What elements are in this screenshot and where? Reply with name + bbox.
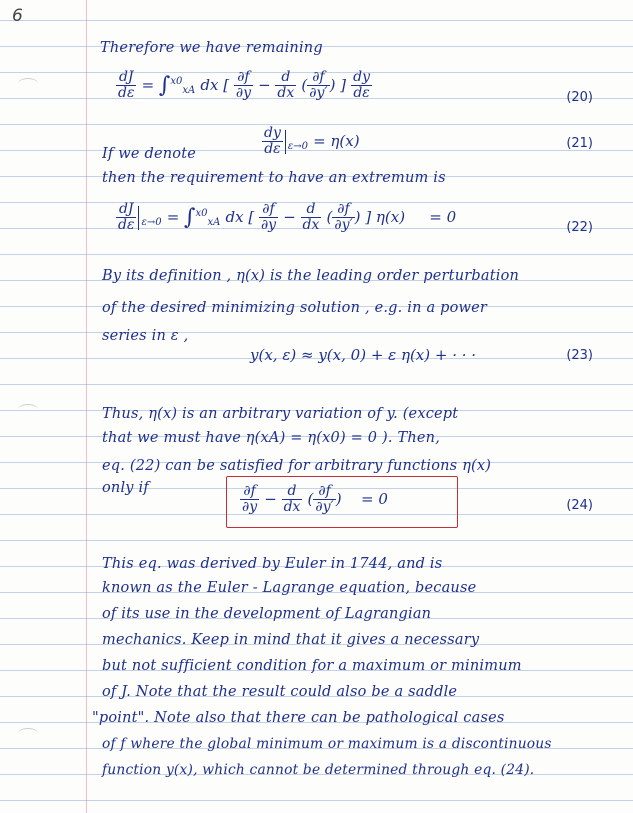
eq22-eval: ε→0 — [141, 217, 162, 228]
equation-24: $\frac{\partial f}{\partial y}$ − $\frac{d}{dx}$ ( $\frac{\partial f}{\partial y'}$ ) = 0 — [242, 483, 388, 515]
text-line: known as the Euler - Lagrange equation, because — [102, 580, 477, 596]
text-line: but not sufficient condition for a maximum or minimum — [102, 658, 522, 674]
text-line: eq. (22) can be satisfied for arbitrary functions η(x) — [102, 458, 492, 474]
punch-hole — [18, 78, 38, 89]
text-line: mechanics. Keep in mind that it gives a necessary — [102, 632, 480, 648]
text-line: series in ε , — [102, 328, 189, 344]
text-line: Thus, η(x) is an arbitrary variation of y. (except — [102, 406, 459, 422]
eq21-lhs-den: dε — [264, 141, 281, 157]
eq21-label: (21) — [566, 136, 593, 151]
margin-line — [86, 0, 87, 813]
eq20-lhs-num: dJ — [116, 70, 136, 86]
eq20-lhs-den: dε — [118, 85, 135, 101]
eq22-label: (22) — [566, 220, 593, 235]
eq22-rhs: = 0 — [429, 208, 457, 226]
text-line: Therefore we have remaining — [100, 40, 323, 56]
eq21-lhs-num: dy — [264, 125, 281, 141]
text-line: of the desired minimizing solution , e.g. in a power — [102, 300, 488, 316]
eq22-lhs-den: dε — [118, 217, 135, 233]
text-line: If we denote — [102, 146, 197, 162]
punch-hole — [18, 728, 38, 739]
eq21-rhs: η(x) — [330, 132, 360, 150]
eq24-rhs: = 0 — [360, 490, 388, 508]
equation-21: $\frac{dy}{d\varepsilon}$ $_{\varepsilon\to 0}$ = η(x) — [264, 125, 360, 157]
eq20-int-upper: x0 — [170, 76, 183, 87]
text-line: of its use in the development of Lagrangian — [102, 606, 432, 622]
eq21-eval: ε→0 — [287, 141, 308, 152]
page-number: 6 — [12, 6, 23, 26]
text-line: of J. Note that the result could also be a saddle — [102, 684, 458, 700]
eq22-int-upper: x0 — [195, 208, 208, 219]
equation-23: y(x, ε) ≈ y(x, 0) + ε η(x) + · · · — [250, 346, 477, 364]
equation-20: $\frac{dJ}{d\varepsilon}$ = ∫$^{x0}_{xA}$ dx [ $\frac{\partial f}{\partial y}$ − $\frac{d}{dx}$ ( $\frac{\partial f}{\partial y'}$ ) ] $\frac{dy}{d\varepsilon}$ — [118, 69, 371, 101]
eq20-label: (20) — [566, 90, 593, 105]
text-line: This eq. was derived by Euler in 1744, and is — [102, 556, 443, 572]
text-line: of f where the global minimum or maximum is a discontinuous — [102, 736, 552, 752]
eq22-lhs-num: dJ — [116, 202, 136, 218]
punch-hole — [18, 404, 38, 415]
text-line: that we must have η(xA) = η(x0) = 0 ). Then, — [102, 430, 441, 446]
text-line: "point". Note also that there can be pathological cases — [92, 710, 505, 726]
equation-22: $\frac{dJ}{d\varepsilon}$ $_{\varepsilon\to 0}$ = ∫$^{x0}_{xA}$ dx [ $\frac{\partial f}{\partial y}$ − $\frac{d}{dx}$ ( $\frac{\partial f}{\partial y'}$ ) ] η(x) = 0 — [118, 201, 457, 233]
eq24-label: (24) — [566, 498, 593, 513]
eq22-int-lower: xA — [207, 217, 221, 228]
text-line: then the requirement to have an extremum is — [102, 170, 446, 186]
text-line: By its definition , η(x) is the leading order perturbation — [102, 268, 520, 284]
text-line: function y(x), which cannot be determined through eq. (24). — [102, 762, 535, 778]
eq23-label: (23) — [566, 348, 593, 363]
eq20-int-lower: xA — [182, 85, 196, 96]
text-line: only if — [102, 480, 149, 496]
